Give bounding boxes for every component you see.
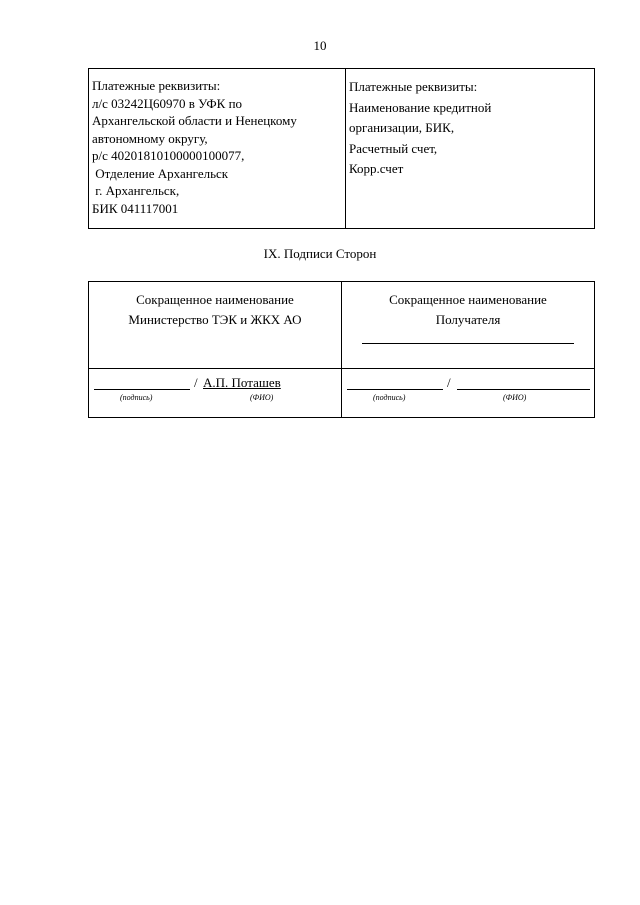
signature-caption: (подпись) xyxy=(373,393,406,402)
party-one-name-cell xyxy=(89,282,342,369)
caption-row xyxy=(90,393,340,405)
party-one-requisites xyxy=(89,69,346,229)
party-two-name-cell xyxy=(342,282,595,369)
payment-requisites-table xyxy=(88,68,595,229)
party-one-signature-cell xyxy=(89,369,342,418)
party-two-signature-cell xyxy=(342,369,595,418)
party-two-requisites xyxy=(346,69,595,229)
signature-row xyxy=(90,375,340,393)
organization-name: Министерство ТЭК и ЖКХ АО xyxy=(128,312,302,327)
name-label: Сокращенное наименование xyxy=(136,292,294,307)
signature-blank-line[interactable] xyxy=(347,375,443,390)
slash-separator: / xyxy=(447,375,451,390)
name-label: Сокращенное наименование xyxy=(389,292,547,307)
signatory-name: А.П. Поташев xyxy=(203,375,281,390)
caption-row xyxy=(343,393,593,405)
fio-caption: (ФИО) xyxy=(503,393,527,402)
requisites-line: автономному округу, xyxy=(92,130,208,146)
slash-separator: / xyxy=(194,375,198,390)
fio-caption: (ФИО) xyxy=(250,393,274,402)
signature-blank-line[interactable] xyxy=(94,375,190,390)
requisites-line: г. Архангельск, xyxy=(92,183,180,198)
requisites-line: Корр.счет xyxy=(349,161,404,176)
requisites-line: Отделение Архангельск xyxy=(92,165,229,181)
requisites-line: организации, БИК, xyxy=(349,120,455,135)
signature-caption: (подпись) xyxy=(120,393,153,402)
requisites-line: Архангельской области и Ненецкому xyxy=(92,113,297,128)
requisites-line: БИК 041117001 xyxy=(92,200,179,216)
organization-name: Получателя xyxy=(435,312,501,327)
requisites-line: Наименование кредитной xyxy=(349,99,492,115)
requisites-line: Платежные реквизиты: xyxy=(92,78,221,93)
page-number: 10 xyxy=(313,38,327,53)
name-blank-line[interactable] xyxy=(362,342,574,344)
requisites-line: Платежные реквизиты: xyxy=(349,79,478,94)
section-title: IX. Подписи Сторон xyxy=(263,246,377,261)
requisites-line: р/с 40201810100000100077, xyxy=(92,148,245,163)
fio-blank-line[interactable] xyxy=(457,375,590,390)
requisites-line: Расчетный счет, xyxy=(349,140,438,156)
signatures-table xyxy=(88,281,595,418)
signature-row xyxy=(343,375,593,393)
requisites-line: л/с 03242Ц60970 в УФК по xyxy=(92,95,243,111)
